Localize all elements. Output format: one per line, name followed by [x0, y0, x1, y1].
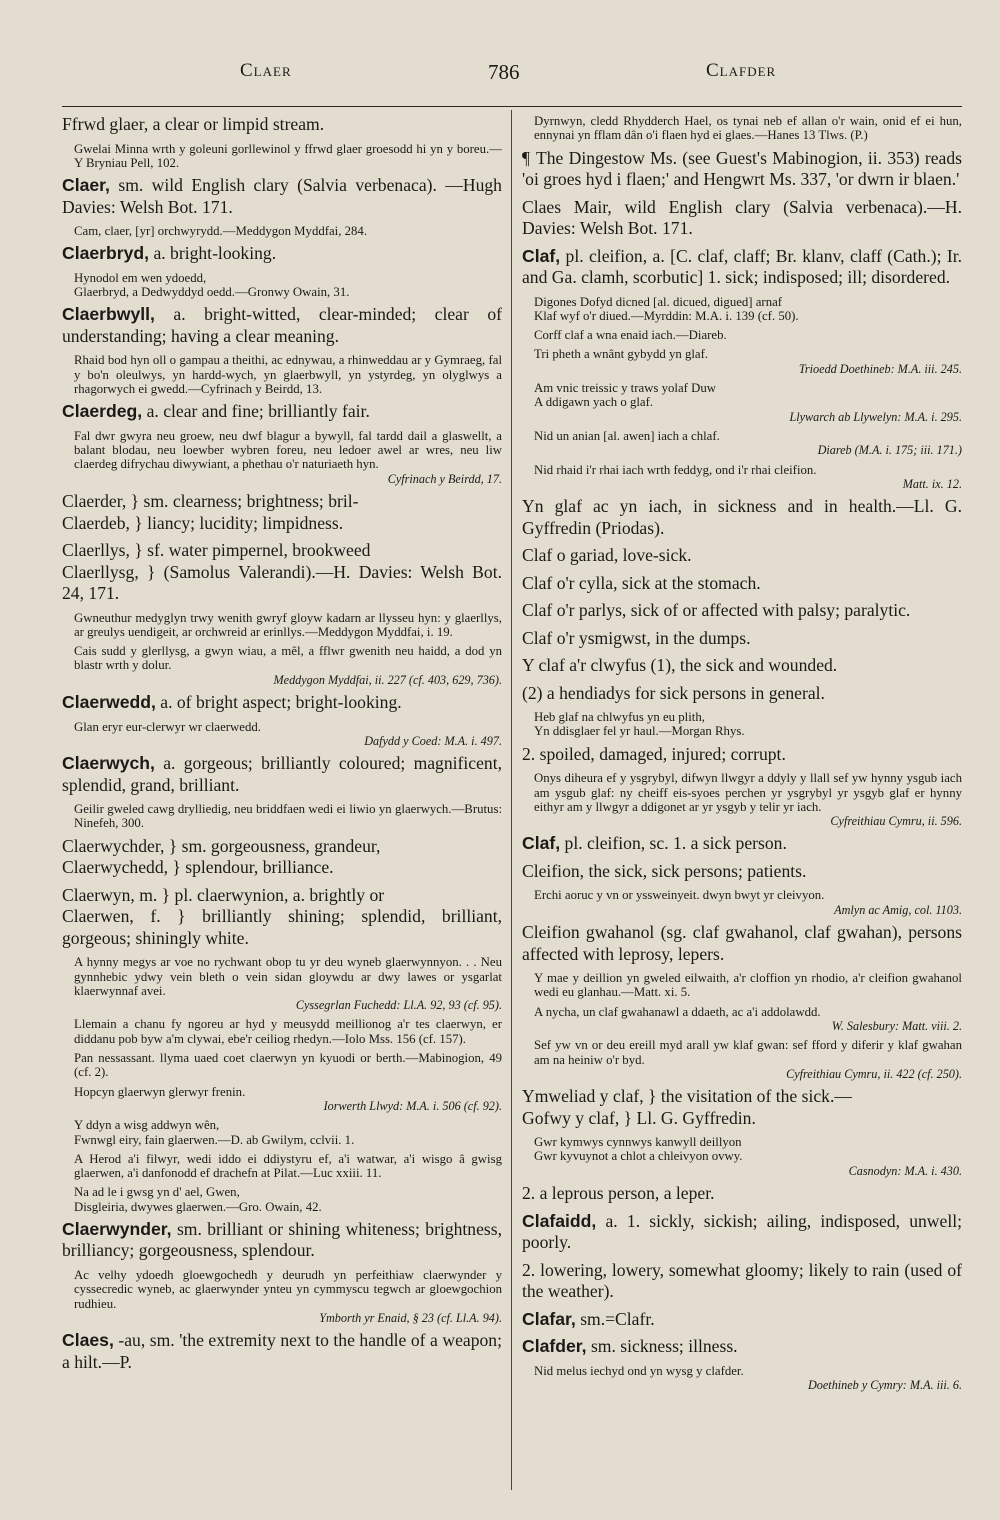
entry-claerwych: [62, 753, 502, 796]
citation: Matt. ix. 12.: [902, 476, 962, 491]
definition: a. 1. sickly, sickish; ailing, indisposed, unwell; poorly.: [522, 1210, 962, 1252]
entry-claes: [62, 1330, 502, 1373]
page-number: 786: [488, 60, 520, 84]
headword: Claer,: [62, 175, 110, 196]
entry-claerllys: [62, 540, 502, 605]
phrase-yn-glaf: Yn glaf ac yn iach, in sickness and in health.—Ll. G. Gyffredin (Priodas).: [522, 496, 962, 538]
sense-spoiled: 2. spoiled, damaged, injured; corrupt.: [522, 743, 786, 764]
quote: [522, 429, 962, 458]
verse-line: A ddigawn yach o glaf.: [534, 395, 654, 410]
headword: Clafaidd,: [522, 1210, 597, 1231]
quote: [62, 1268, 502, 1325]
verse-line: Hynodol em wen ydoedd,: [74, 270, 207, 285]
quote: [62, 955, 502, 1012]
headword: Claerbwyll,: [62, 304, 155, 325]
quote-text: Hopcyn glaerwyn glerwyr frenin.: [74, 1084, 246, 1099]
quote-text: Nid un anian [al. awen] iach a chlaf.: [534, 428, 720, 443]
citation: Cyssegrlan Fuchedd: Ll.A. 92, 93 (cf. 95).: [295, 998, 502, 1013]
quote: [522, 295, 962, 324]
quote: [522, 1038, 962, 1081]
quote: Pan nessassant. llyma uaed coet claerwyn yn kyuodi or berth.—Mabinogion, 49 (cf. 2).: [74, 1051, 502, 1080]
entry-clafar: [522, 1309, 962, 1331]
entry-claerbwyll: [62, 304, 502, 347]
entry-line: Ymweliad y claf, } the visitation of the sick.—: [522, 1086, 852, 1107]
citation: W. Salesbury: Matt. viii. 2.: [831, 1018, 962, 1033]
sense-lowering: 2. lowering, lowery, somewhat gloomy; likely to rain (used of the weather).: [522, 1259, 962, 1301]
entry-line: Claerwyn, m. } pl. claerwynion, a. brightly or: [62, 884, 385, 905]
quote: [62, 1085, 502, 1114]
quote: [522, 1005, 962, 1034]
pilcrow-icon: ¶: [522, 147, 530, 168]
citation: Meddygon Myddfai, ii. 227 (cf. 403, 629, 736).: [273, 672, 502, 687]
headword: Claerdeg,: [62, 401, 143, 422]
entry-claerwynder: [62, 1219, 502, 1262]
verse-line: Y ddyn a wisg addwyn wên,: [74, 1118, 220, 1133]
definition: a. of bright aspect; bright-looking.: [160, 692, 402, 713]
quote: [522, 381, 962, 424]
quote: Llemain a chanu fy ngoreu ar hyd y meusydd meillionog a'r tes claerwyn, er diddanu pob byw a'm clywai, ebe'r ceiliog rhedyn.—Iolo Mss. 156 (cf. 157).: [74, 1017, 502, 1046]
header-right-guideword: Clafder: [706, 60, 777, 81]
verse-line: Na ad le i gwsg yn d' ael, Gwen,: [74, 1185, 240, 1200]
definition: sm. sickness; illness.: [590, 1336, 738, 1356]
citation: Ymborth yr Enaid, § 23 (cf. Ll.A. 94).: [319, 1310, 502, 1325]
quote: [522, 888, 962, 917]
quote-text: Ac velhy ydoedh gloewgochedh y deurudh yn perfeithiaw claerwynder y cyssecredic wyneb, ac glaerwynder ynteu yn cymmyscu tegwch ar gloewgochion rudhieu.: [74, 1267, 502, 1311]
quote: Y mae y deillion yn gweled eilwaith, a'r cloffion yn rhodio, a'r cleifion gwahanol wedi eu glanhau.—Matt. xi. 5.: [534, 971, 962, 1000]
phrase-ymweliad: [522, 1086, 962, 1129]
citation: Llywarch ab Llywelyn: M.A. i. 295.: [789, 409, 962, 424]
verse-line: Klaf wyf o'r diued.—Myrddin: M.A. i. 139 (cf. 50).: [534, 308, 799, 323]
headword: Claf,: [522, 245, 561, 266]
definition: a. bright-looking.: [153, 243, 277, 264]
phrase-cleifion: Cleifion, the sick, sick persons; patients.: [522, 860, 807, 881]
definition: pl. cleifion, sc. 1. a sick person.: [564, 833, 787, 854]
quote: [522, 463, 962, 492]
entry-claerder: [62, 491, 502, 534]
quote: Gwneuthur medyglyn trwy wenith gwryf gloyw kadarn ar llysseu hyn: y glaerllys, ar greulys uendigeit, ar orchwreid ar erinllys.—Meddygon Myddfai, i. 19.: [74, 610, 502, 639]
left-column: [62, 114, 502, 1379]
citation: Trioedd Doethineb: M.A. iii. 245.: [798, 361, 962, 376]
headword: Claes,: [62, 1330, 114, 1351]
entry-line: Claerwen, f. } brilliantly shining; splendid, brilliant, gorgeous; shiningly white.: [62, 906, 502, 948]
entry-line: Claerllysg, } (Samolus Valerandi).—H. Davies: Welsh Bot. 24, 171.: [62, 561, 502, 604]
quote-text: Sef yw vn or deu ereill myd arall yw klaf gwan: sef fford y diferir y klaf gwahan am na heiniw o'r byd.: [534, 1038, 962, 1067]
entry-clafder: [522, 1336, 962, 1358]
citation: Doethineb y Cymry: M.A. iii. 6.: [808, 1377, 962, 1392]
header-left-guideword: Claer: [240, 60, 292, 81]
quote: Dyrnwyn, cledd Rhydderch Hael, os tynai neb ef allan o'r wain, onid ef ei hun, ennynai yn fflam dân o'i flaen hyd ei glaes.—Hanes 13 Tlws. (P.): [534, 114, 962, 143]
entry-line: Claerwychder, } sm. gorgeousness, grandeur,: [62, 835, 381, 856]
header-rule: [62, 106, 962, 107]
verse-line: Am vnic treissic y traws yolaf Duw: [534, 381, 716, 396]
quote-text: Nid melus iechyd ond yn wysg y clafder.: [534, 1363, 744, 1378]
quote-text: Erchi aoruc y vn or yssweinyeit. dwyn bwyt yr cleivyon.: [534, 888, 825, 903]
quote: Rhaid bod hyn oll o gampau a theithi, ac ednywau, a rhinweddau ar y Gymraeg, fal y bo'n oleulwys, yn hardd-wych, yn glaerbwyll, yn ystyrdeg, yn olyglwys a rhagorwych ei gwedd.—Cyfrinach y Beirdd, 13.: [74, 353, 502, 397]
quote-text: Cais sudd y glerllysg, a gwyn wiau, a mêl, a fflwr gwenith neu haidd, a dod yn blastr wrth y dolur.: [74, 644, 502, 673]
quote: [522, 1135, 962, 1178]
definition: sm. brilliant or shining whiteness; brightness, brilliancy; gorgeousness, splendour.: [62, 1218, 503, 1261]
definition: sm.=Clafr.: [580, 1308, 655, 1329]
definition: sm. wild English clary (Salvia verbenaca). —Hugh Davies: Welsh Bot. 171.: [62, 175, 502, 217]
definition: a. gorgeous; brilliantly coloured; magnificent, splendid, grand, brilliant.: [62, 753, 502, 795]
phrase-claf-ysmigwst: Claf o'r ysmigwst, in the dumps.: [522, 627, 751, 648]
quote: [522, 347, 962, 376]
citation: Cyfrinach y Beirdd, 17.: [387, 471, 502, 486]
entry-claf: [522, 246, 962, 289]
citation: Diareb (M.A. i. 175; iii. 171.): [817, 443, 962, 458]
quote: [62, 271, 502, 300]
entry-line: Claerllys, } sf. water pimpernel, brookweed: [62, 540, 371, 561]
entry-claerbryd: [62, 243, 502, 265]
headword: Claerwych,: [62, 753, 155, 774]
verse-line: Disgleiria, dwywes glaerwen.—Gro. Owain, 42.: [74, 1199, 322, 1214]
headword: Claf,: [522, 833, 561, 854]
phrase-cleifion-gwahanol: Cleifion gwahanol (sg. claf gwahanol, claf gwahan), persons affected with leprosy, lepers.: [522, 922, 962, 964]
verse-line: Glaerbryd, a Dedwyddyd oedd.—Gronwy Owain, 31.: [74, 285, 350, 300]
quote: Geilir gweled cawg drylliedig, neu briddfaen wedi ei liwio yn glaerwych.—Brutus: Ninefeh, 300.: [74, 802, 502, 831]
verse-line: Yn ddisglaer fel yr haul.—Morgan Rhys.: [534, 724, 745, 739]
quote-text: Glan eryr eur-clerwyr wr claerwedd.: [74, 719, 261, 734]
note-text: The Dingestow Ms. (see Guest's Mabinogion, ii. 353) reads 'oi groes hyd i flaen;' and Hengwrt Ms. 337, 'or dwrn ir blaen.': [522, 147, 962, 190]
headword: Claerwynder,: [62, 1218, 172, 1239]
verse-line: Digones Dofyd dicned [al. dicued, digued] arnaf: [534, 294, 783, 309]
quote: [522, 771, 962, 828]
citation: Iorwerth Llwyd: M.A. i. 506 (cf. 92).: [323, 1098, 502, 1113]
entry-claerwyn: [62, 885, 502, 950]
quote-text: Fal dwr gwyra neu groew, neu dwf blagur a bywyll, fal tardd dail a glaswellt, a balant blodau, neu loewber wybren foreu, neu ledoer awel ar wres, neu liw claerdeg difrychau diwywiant, a phethau o'r naturiaeth hyn.: [74, 428, 502, 472]
quote: A Herod a'i filwyr, wedi iddo ei ddiystyru ef, a'i watwar, a'i wisgo â gwisg glaerwen, a'i danfonodd ef drachefn at Pilat.—Luc xxiii. 11.: [74, 1151, 502, 1181]
entry-claerdeg: [62, 401, 502, 423]
entry-claf-noun: [522, 833, 962, 855]
verse-line: Fwnwgl eiry, fain glaerwen.—D. ab Gwilym, cclvii. 1.: [74, 1132, 355, 1147]
definition: a. bright-witted, clear-minded; clear of understanding; having a clear meaning.: [62, 304, 502, 346]
definition: -au, sm. 'the extremity next to the handle of a weapon; a hilt.—P.: [62, 1330, 502, 1372]
entry-line: Gofwy y claf, } Ll. G. Gyffredin.: [522, 1107, 756, 1128]
running-header: [0, 60, 1000, 90]
phrase-y-claf: Y claf a'r clwyfus (1), the sick and wounded.: [522, 655, 838, 676]
note-dingestow: [522, 148, 962, 191]
right-column: [522, 114, 962, 1397]
entry-claer: [62, 175, 502, 218]
verse-line: Gwr kyvuynot a chlot a chleivyon ovwy.: [534, 1149, 743, 1164]
citation: Cyfreithiau Cymru, ii. 422 (cf. 250).: [786, 1066, 962, 1081]
entry-claerwychder: [62, 836, 502, 879]
quote: [62, 429, 502, 486]
sense-hendiadys: (2) a hendiadys for sick persons in general.: [522, 682, 825, 703]
entry-line: Claerdeb, } liancy; lucidity; limpidness.: [62, 512, 344, 533]
headword: Clafar,: [522, 1308, 576, 1329]
column-divider: [511, 110, 512, 1490]
quote-text: Tri pheth a wnânt gybydd yn glaf.: [534, 347, 709, 362]
quote-text: Onys diheura ef y ysgrybyl, difwyn llwgyr a ddyly y llall sef yw hynny ysgub iach am ysgub glaf: ny cheiff eis-syoes perchen yr ysgrybyl yr ysgyb glaf er hynny eithyr am y llwgyr a ddigonet ar yr ysgyb y telir yr iach.: [534, 771, 962, 814]
quote: Cam, claer, [yr] orchwyrydd.—Meddygon Myddfai, 284.: [74, 224, 368, 239]
citation: Cyfreithiau Cymru, ii. 596.: [830, 814, 962, 829]
headword: Claerbryd,: [62, 243, 150, 264]
sense-leper: 2. a leprous person, a leper.: [522, 1183, 715, 1203]
quote: Gwelai Minna wrth y goleuni gorllewinol y ffrwd glaer groesodd hi yn y boreu.—Y Bryniau Pell, 102.: [74, 141, 502, 170]
quote: [62, 1185, 502, 1214]
quote: [522, 1364, 962, 1393]
quote-text: Nid rhaid i'r rhai iach wrth feddyg, ond i'r rhai cleifion.: [534, 462, 817, 477]
headword: Clafder,: [522, 1336, 587, 1356]
citation: Dafydd y Coed: M.A. i. 497.: [364, 733, 502, 748]
entry-clafaidd: [522, 1211, 962, 1254]
entry-claes-mair: Claes Mair, wild English clary (Salvia verbenaca).—H. Davies: Welsh Bot. 171.: [522, 196, 962, 239]
quote: [62, 644, 502, 687]
phrase-claf-cylla: Claf o'r cylla, sick at the stomach.: [522, 572, 761, 593]
quote-text: A hynny megys ar voe no rychwant obop tu yr deu wyneb glaerwynnyon. . . Neu gynnhebic ydwy vein bleth o vein sidan gloywdu ar dwy lawes or ysgarlat klaerwynnaf avei.: [74, 955, 502, 998]
entry-line: Claerder, } sm. clearness; brightness; bril-: [62, 491, 359, 512]
verse-line: Gwr kymwys cynnwys kanwyll deillyon: [534, 1135, 742, 1150]
entry-ffrwd-glaer: Ffrwd glaer, a clear or limpid stream.: [62, 114, 325, 134]
citation: Casnodyn: M.A. i. 430.: [848, 1163, 962, 1178]
verse-line: Heb glaf na chlwyfus yn eu plith,: [534, 710, 705, 725]
definition: a. clear and fine; brilliantly fair.: [146, 401, 370, 422]
quote: [62, 1118, 502, 1147]
quote: [62, 720, 502, 749]
entry-line: Claerwychedd, } splendour, brilliance.: [62, 857, 334, 878]
phrase-claf-parlys: Claf o'r parlys, sick of or affected with palsy; paralytic.: [522, 600, 911, 621]
quote-text: A nycha, un claf gwahanawl a ddaeth, ac a'i addolawdd.: [534, 1004, 821, 1019]
entry-claerwedd: [62, 692, 502, 714]
quote: Corff claf a wna enaid iach.—Diareb.: [534, 328, 727, 343]
phrase-claf-gariad: Claf o gariad, love-sick.: [522, 545, 692, 566]
quote: [522, 710, 962, 739]
headword: Claerwedd,: [62, 692, 156, 713]
definition: pl. cleifion, a. [C. claf, claff; Br. klanv, claff (Cath.); Ir. and Ga. clamh, scorbutic] 1. sick; indisposed; ill; disordered.: [522, 245, 962, 288]
citation: Amlyn ac Amig, col. 1103.: [834, 902, 962, 917]
